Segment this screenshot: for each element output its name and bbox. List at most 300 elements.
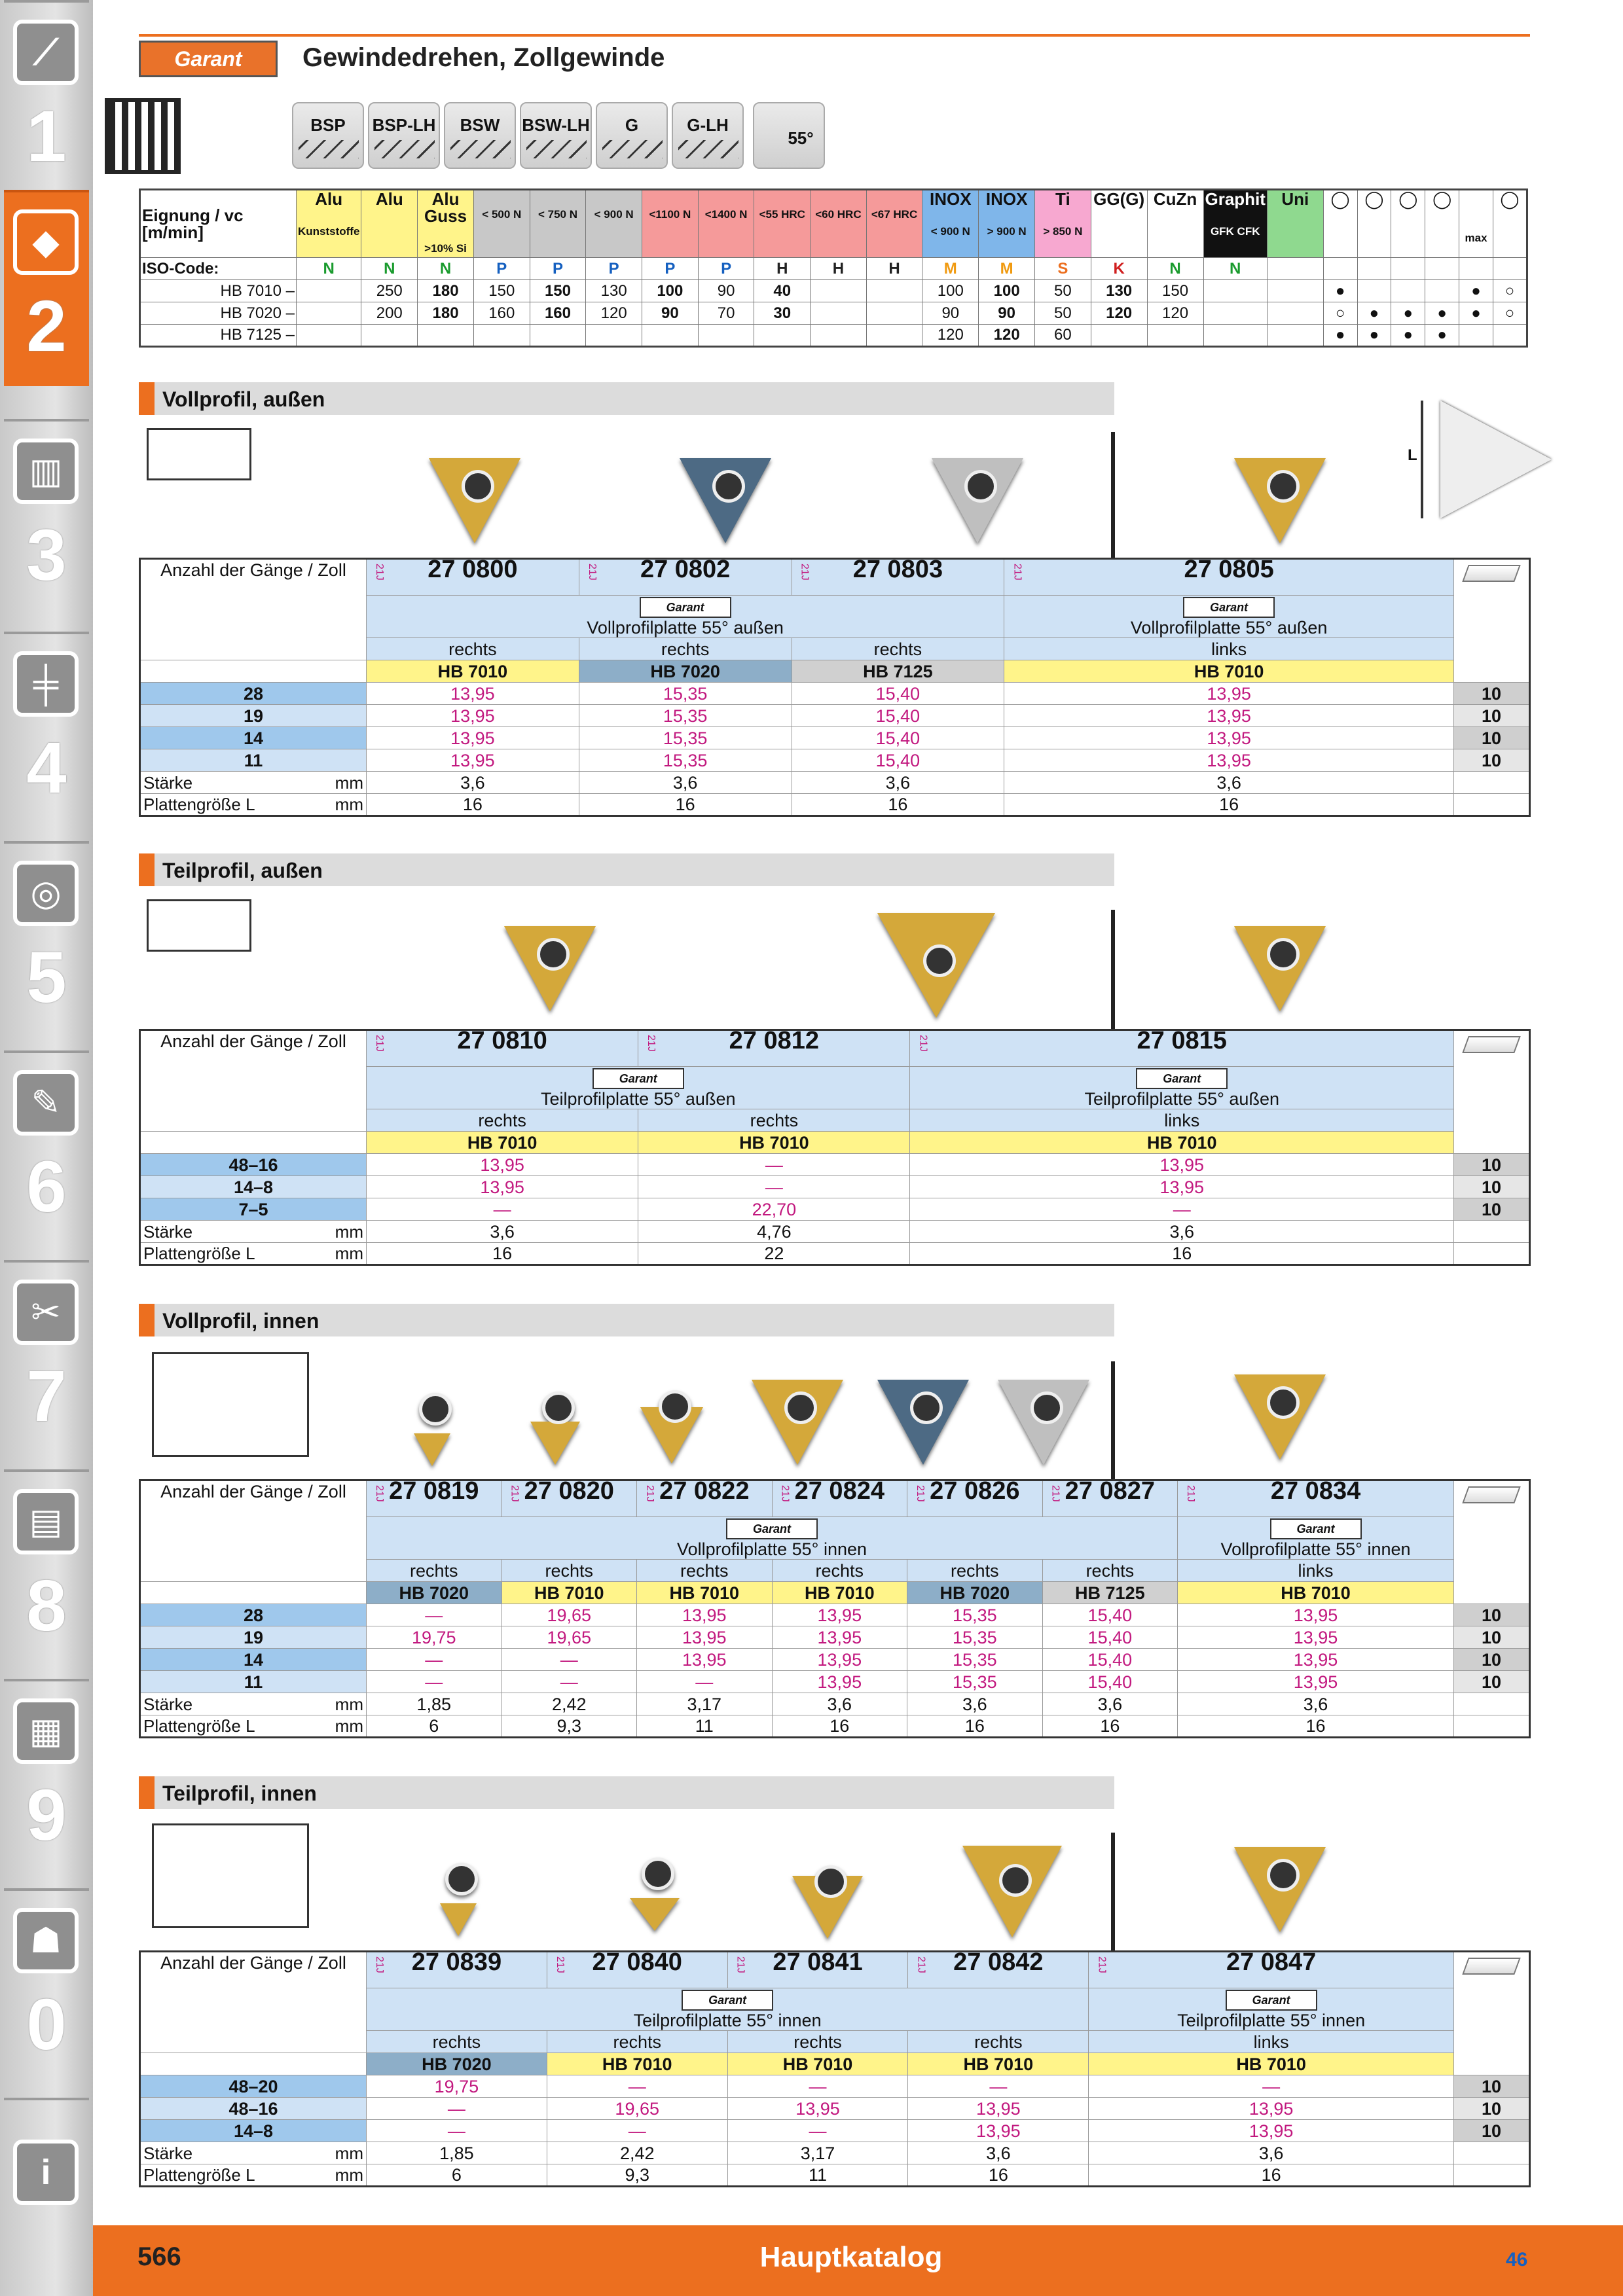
thickness-label: Stärke mm (140, 1693, 367, 1715)
pack-size: 10 (1454, 2075, 1530, 2098)
iso-code: S (1035, 258, 1091, 280)
cutting-speed: 160 (530, 302, 586, 325)
application-dot: ● (1425, 325, 1459, 347)
material-col: <60 HRC (811, 190, 867, 258)
thread-type-bsw: BSW (444, 102, 516, 169)
cutting-speed: 250 (361, 280, 418, 302)
grade: HB 7010 (910, 1132, 1454, 1154)
direction: rechts (772, 1560, 907, 1582)
garant-logo: Garant (682, 1990, 773, 2011)
thread-type-g-lh: G-LH (672, 102, 744, 169)
grade-name: HB 7010 – (140, 280, 297, 302)
price: 15,40 (1042, 1649, 1178, 1671)
tpi-value: 28 (140, 1604, 367, 1626)
cutting-speed: 90 (642, 302, 698, 325)
chapter-tab-5[interactable]: ◎ 5 (4, 841, 89, 1037)
price: — (367, 1198, 638, 1221)
price: 19,75 (367, 1626, 502, 1649)
chapter-tab-8[interactable]: ▤ 8 (4, 1469, 89, 1666)
garant-logo: Garant (726, 1518, 818, 1539)
price: 19,65 (501, 1626, 637, 1649)
thread-profile-icon (374, 140, 435, 158)
price: 15,40 (792, 727, 1004, 749)
thickness: 1,85 (367, 1693, 502, 1715)
thickness: 3,6 (367, 1221, 638, 1243)
direction: links (1089, 2031, 1454, 2053)
plate-size: 11 (727, 2164, 908, 2187)
grade: HB 7020 (579, 660, 792, 683)
product-description: Garant Vollprofilplatte 55° außen (1004, 596, 1454, 638)
article-number: 21J 27 0839 (367, 1952, 547, 1988)
tpi-value: 11 (140, 1671, 367, 1693)
header-rule (139, 34, 1530, 37)
insert-icon: ◆ (13, 209, 79, 275)
insert-image (877, 913, 995, 1018)
price: 13,95 (637, 1626, 773, 1649)
price: 13,95 (1089, 2120, 1454, 2142)
thread-profile-icon (678, 140, 739, 158)
material-col: Uni (1267, 190, 1323, 258)
cutting-speed: 130 (586, 280, 642, 302)
plate-size: 6 (367, 1715, 502, 1738)
grade: HB 7020 (367, 2053, 547, 2075)
application-icon: max (1459, 190, 1493, 258)
tpi-value: 19 (140, 1626, 367, 1649)
tpi-value: 14–8 (140, 1176, 367, 1198)
price: 15,40 (1042, 1604, 1178, 1626)
cutting-speed (530, 325, 586, 347)
cutting-speed: 90 (979, 302, 1035, 325)
material-col: <67 HRC (866, 190, 922, 258)
insert-image (932, 458, 1023, 543)
insert-image (1234, 1374, 1326, 1460)
tpi-value: 14 (140, 1649, 367, 1671)
iso-code: P (530, 258, 586, 280)
price: — (638, 1154, 910, 1176)
wrench-icon: ✎ (13, 1070, 79, 1136)
chapter-tab-7[interactable]: ✂ 7 (4, 1260, 89, 1456)
thickness-label: Stärke mm (140, 772, 367, 794)
thickness: 1,85 (367, 2142, 547, 2164)
cutting-speed (296, 302, 361, 325)
direction: rechts (579, 638, 792, 660)
material-col: Alu Kunststoffe (296, 190, 361, 258)
price: 13,95 (1004, 683, 1454, 705)
section-header: Teilprofil, außen (139, 853, 1114, 886)
cutting-speed (754, 325, 811, 347)
product-table-vollprofil-innen (139, 1479, 1531, 1738)
thickness: 3,6 (907, 1693, 1043, 1715)
insert-image (962, 1846, 1062, 1937)
application-dot: ● (1323, 325, 1357, 347)
direction: rechts (367, 2031, 547, 2053)
direction: rechts (367, 1560, 502, 1582)
cutting-speed (866, 325, 922, 347)
thickness: 4,76 (638, 1221, 910, 1243)
cutting-speed (473, 325, 530, 347)
cutting-speed (698, 325, 754, 347)
price: 13,95 (367, 683, 579, 705)
caliper-icon: ╪ (13, 651, 79, 717)
application-dot (1493, 325, 1527, 347)
plate-size: 16 (1004, 794, 1454, 816)
application-dot: ● (1459, 280, 1493, 302)
thread-type-bsp-lh: BSP-LH (368, 102, 440, 169)
grade: HB 7125 (1042, 1582, 1178, 1604)
outer-full-profile-sketch (147, 428, 251, 480)
iso-code: N (296, 258, 361, 280)
thickness: 3,6 (772, 1693, 907, 1715)
price: 13,95 (367, 749, 579, 772)
plate-size: 16 (792, 794, 1004, 816)
price: 13,95 (772, 1671, 907, 1693)
price: — (1089, 2075, 1454, 2098)
insert-dimension-sketch (1408, 387, 1525, 537)
cutting-speed (361, 325, 418, 347)
thickness: 3,6 (367, 772, 579, 794)
price: 15,35 (579, 727, 792, 749)
price: — (727, 2120, 908, 2142)
dimension-l-label: L (1408, 446, 1417, 464)
tpi-value: 14 (140, 727, 367, 749)
cutting-speed: 120 (922, 325, 979, 347)
tpi-value: 11 (140, 749, 367, 772)
thickness: 3,6 (1042, 1693, 1178, 1715)
price: — (501, 1671, 637, 1693)
price: — (908, 2075, 1089, 2098)
article-number: 21J 27 0815 (910, 1030, 1454, 1067)
insert-image (1234, 458, 1326, 543)
thickness: 3,6 (1178, 1693, 1454, 1715)
price: — (727, 2075, 908, 2098)
size-label: Plattengröße L mm (140, 2164, 367, 2187)
price: 13,95 (910, 1176, 1454, 1198)
pack-size: 10 (1454, 1626, 1530, 1649)
tpi-value: 48–16 (140, 2098, 367, 2120)
grade: HB 7010 (547, 2053, 727, 2075)
grade: HB 7010 (637, 1582, 773, 1604)
plate-size: 16 (907, 1715, 1043, 1738)
article-number: 21J 27 0819 (367, 1480, 502, 1517)
product-table-teilprofil-aussen (139, 1029, 1531, 1266)
iso-code: H (811, 258, 867, 280)
material-col: < 900 N (586, 190, 642, 258)
cutting-speed: 70 (698, 302, 754, 325)
material-col: Graphit GFK CFK (1203, 190, 1267, 258)
pliers-icon: ✂ (13, 1280, 79, 1345)
article-number: 21J 27 0802 (579, 559, 792, 596)
pack-size: 10 (1454, 2098, 1530, 2120)
cutting-speed: 30 (754, 302, 811, 325)
cutting-speed (811, 280, 867, 302)
iso-code: N (1147, 258, 1203, 280)
price: 13,95 (910, 1154, 1454, 1176)
chapter-tab-info[interactable] (4, 2098, 89, 2225)
chapter-tab-9[interactable]: ▦ 9 (4, 1679, 89, 1875)
plate-size: 22 (638, 1243, 910, 1265)
material-col: < 750 N (530, 190, 586, 258)
thread-angle: 55° (753, 102, 825, 169)
application-dot: ○ (1493, 280, 1527, 302)
article-number: 21J 27 0847 (1089, 1952, 1454, 1988)
material-col: INOX < 900 N (922, 190, 979, 258)
article-number: 21J 27 0803 (792, 559, 1004, 596)
product-description: Garant Vollprofilplatte 55° außen (367, 596, 1004, 638)
divider (1111, 1833, 1115, 1953)
price: — (367, 2098, 547, 2120)
material-col: < 500 N (473, 190, 530, 258)
cutting-speed: 150 (1147, 280, 1203, 302)
tpi-value: 28 (140, 683, 367, 705)
cutting-speed: 150 (473, 280, 530, 302)
thickness: 2,42 (501, 1693, 637, 1715)
cutting-speed: 90 (922, 302, 979, 325)
price: 13,95 (637, 1649, 773, 1671)
pack-icon (1454, 1952, 1530, 2075)
insert-image (877, 1380, 969, 1465)
price: 15,35 (579, 683, 792, 705)
grade: HB 7010 (727, 2053, 908, 2075)
cutting-speed (811, 325, 867, 347)
grade: HB 7010 (367, 1132, 638, 1154)
price: — (547, 2120, 727, 2142)
thickness: 3,17 (637, 1693, 773, 1715)
thread-profile-icon (526, 140, 587, 158)
cutting-speed: 180 (418, 302, 474, 325)
thickness: 3,6 (1004, 772, 1454, 794)
price: 13,95 (908, 2098, 1089, 2120)
application-dot: ○ (1323, 302, 1357, 325)
insert-image (1234, 926, 1326, 1011)
thread-profile-icon (299, 140, 359, 158)
application-dot: ● (1459, 302, 1493, 325)
divider (1111, 910, 1115, 1034)
disc-icon: ◎ (13, 861, 79, 926)
cutting-speed: 200 (361, 302, 418, 325)
article-number: 21J 27 0840 (547, 1952, 727, 1988)
application-dot: ○ (1493, 302, 1527, 325)
thread-profile-icon (602, 140, 663, 158)
article-number: 21J 27 0842 (908, 1952, 1089, 1988)
material-col: INOX > 900 N (979, 190, 1035, 258)
pack-size: 10 (1454, 1604, 1530, 1626)
cutting-speed: 50 (1035, 302, 1091, 325)
price: — (637, 1671, 773, 1693)
section-header: Teilprofil, innen (139, 1776, 1114, 1809)
thread-profile-icon (450, 140, 511, 158)
plate-size: 16 (367, 794, 579, 816)
iso-code: H (754, 258, 811, 280)
product-description: Garant Teilprofilplatte 55° außen (910, 1067, 1454, 1109)
price: 13,95 (367, 727, 579, 749)
price: 13,95 (1178, 1604, 1454, 1626)
cutting-speed: 40 (754, 280, 811, 302)
grade: HB 7010 (1004, 660, 1454, 683)
application-dot (1425, 280, 1459, 302)
tpi-value: 19 (140, 705, 367, 727)
thickness: 3,6 (908, 2142, 1089, 2164)
cutting-speed (642, 325, 698, 347)
garant-logo: Garant (1183, 597, 1275, 618)
cutting-speed (1203, 280, 1267, 302)
application-icon: ◯ (1391, 190, 1425, 258)
insert-image (998, 1380, 1089, 1465)
price: 15,35 (907, 1626, 1043, 1649)
pack-size: 10 (1454, 1154, 1530, 1176)
plate-size: 16 (367, 1243, 638, 1265)
application-dot: ● (1357, 302, 1391, 325)
size-label: Plattengröße L mm (140, 1715, 367, 1738)
inner-partial-profile-sketch (152, 1823, 309, 1928)
insert-image (630, 1898, 680, 1931)
application-dot: ● (1391, 302, 1425, 325)
application-icon: ◯ (1493, 190, 1527, 258)
grade: HB 7020 (367, 1582, 502, 1604)
garant-logo: Garant (593, 1068, 684, 1089)
article-number: 21J 27 0834 (1178, 1480, 1454, 1517)
cutting-speed (866, 302, 922, 325)
price: 19,65 (501, 1604, 637, 1626)
size-label: Plattengröße L mm (140, 794, 367, 816)
pack-size: 10 (1454, 727, 1530, 749)
insert-image (752, 1380, 843, 1465)
product-description: Garant Teilprofilplatte 55° außen (367, 1067, 910, 1109)
page-number: 566 (137, 2242, 181, 2271)
price: 13,95 (367, 705, 579, 727)
price: — (910, 1198, 1454, 1221)
plate-size: 16 (1089, 2164, 1454, 2187)
iso-code: P (698, 258, 754, 280)
material-col: Alu Guss >10% Si (418, 190, 474, 258)
grade-name: HB 7020 – (140, 302, 297, 325)
cutting-speed: 160 (473, 302, 530, 325)
price: — (367, 2120, 547, 2142)
thickness-label: Stärke mm (140, 2142, 367, 2164)
iso-code: K (1091, 258, 1147, 280)
thickness: 2,42 (547, 2142, 727, 2164)
price: 13,95 (637, 1604, 773, 1626)
suitability-table (139, 188, 1528, 348)
chapter-tab-4[interactable]: ╪ 4 (4, 632, 89, 828)
article-number: 21J 27 0805 (1004, 559, 1454, 596)
anzahl-label: Anzahl der Gänge / Zoll (140, 559, 367, 660)
thread-type-bsw-lh: BSW-LH (520, 102, 592, 169)
info-icon: i (13, 2140, 79, 2205)
direction: rechts (547, 2031, 727, 2053)
plate-size: 16 (772, 1715, 907, 1738)
price: — (501, 1649, 637, 1671)
cutting-speed (1091, 325, 1147, 347)
direction: rechts (908, 2031, 1089, 2053)
application-dot: ● (1357, 325, 1391, 347)
article-number: 21J 27 0810 (367, 1030, 638, 1067)
product-description: Garant Teilprofilplatte 55° innen (1089, 1988, 1454, 2031)
price: 13,95 (772, 1604, 907, 1626)
price: 13,95 (772, 1626, 907, 1649)
cutting-speed (586, 325, 642, 347)
pack-size: 10 (1454, 2120, 1530, 2142)
application-icon: ◯ (1357, 190, 1391, 258)
article-number: 21J 27 0826 (907, 1480, 1043, 1517)
insert-image (640, 1407, 703, 1463)
qr-code[interactable] (105, 98, 181, 174)
pack-icon (1454, 1030, 1530, 1154)
direction: rechts (792, 638, 1004, 660)
iso-code: N (361, 258, 418, 280)
chapter-tab-0[interactable]: ☗ 0 (4, 1888, 89, 2085)
thickness-label: Stärke mm (140, 1221, 367, 1243)
section-header: Vollprofil, außen (139, 382, 1114, 415)
article-number: 21J 27 0800 (367, 559, 579, 596)
direction: rechts (1042, 1560, 1178, 1582)
price: 13,95 (1004, 749, 1454, 772)
plate-size: 9,3 (547, 2164, 727, 2187)
direction: links (910, 1109, 1454, 1132)
cutting-speed: 50 (1035, 280, 1091, 302)
thickness: 3,6 (579, 772, 792, 794)
chapter-tab-1[interactable]: ⟋ 1 (4, 0, 89, 196)
plate-size: 16 (908, 2164, 1089, 2187)
direction: rechts (367, 1109, 638, 1132)
iso-code: M (979, 258, 1035, 280)
pack-size: 10 (1454, 749, 1530, 772)
application-dot (1357, 280, 1391, 302)
pack-icon (1454, 1480, 1530, 1604)
iso-code: P (586, 258, 642, 280)
cutting-speed (1267, 325, 1323, 347)
cutting-speed: 120 (979, 325, 1035, 347)
insert-image (530, 1422, 580, 1465)
direction: rechts (638, 1109, 910, 1132)
direction: rechts (907, 1560, 1043, 1582)
iso-code (1267, 258, 1323, 280)
cutting-speed: 100 (642, 280, 698, 302)
thickness: 3,6 (1089, 2142, 1454, 2164)
plate-size: 16 (910, 1243, 1454, 1265)
cutting-speed (1203, 302, 1267, 325)
iso-code: H (866, 258, 922, 280)
chapter-tab-2[interactable]: ◆ 2 (4, 190, 89, 386)
insert-image (429, 458, 520, 543)
insert-image (414, 1433, 450, 1466)
price: 13,95 (1178, 1671, 1454, 1693)
tpi-value: 48–20 (140, 2075, 367, 2098)
plate-size: 9,3 (501, 1715, 637, 1738)
pack-size: 10 (1454, 683, 1530, 705)
price: 13,95 (772, 1649, 907, 1671)
insert-image (504, 926, 596, 1011)
tpi-value: 48–16 (140, 1154, 367, 1176)
garant-logo: Garant (139, 41, 278, 77)
chapter-tab-6[interactable]: ✎ 6 (4, 1050, 89, 1247)
price: 13,95 (1178, 1626, 1454, 1649)
application-dot: ● (1391, 325, 1425, 347)
grade: HB 7010 (908, 2053, 1089, 2075)
safety-icon: ☗ (13, 1908, 79, 1973)
cutting-speed: 100 (979, 280, 1035, 302)
chapter-sidebar (0, 0, 93, 2296)
chapter-tab-3[interactable]: ▥ 3 (4, 419, 89, 615)
cutting-speed: 60 (1035, 325, 1091, 347)
application-dot (1391, 280, 1425, 302)
cutting-speed (418, 325, 474, 347)
insert-image (1234, 1847, 1326, 1932)
cutting-speed: 130 (1091, 280, 1147, 302)
material-col: CuZn (1147, 190, 1203, 258)
iso-code: N (1203, 258, 1267, 280)
material-col: <1100 N (642, 190, 698, 258)
plate-size: 16 (1042, 1715, 1178, 1738)
